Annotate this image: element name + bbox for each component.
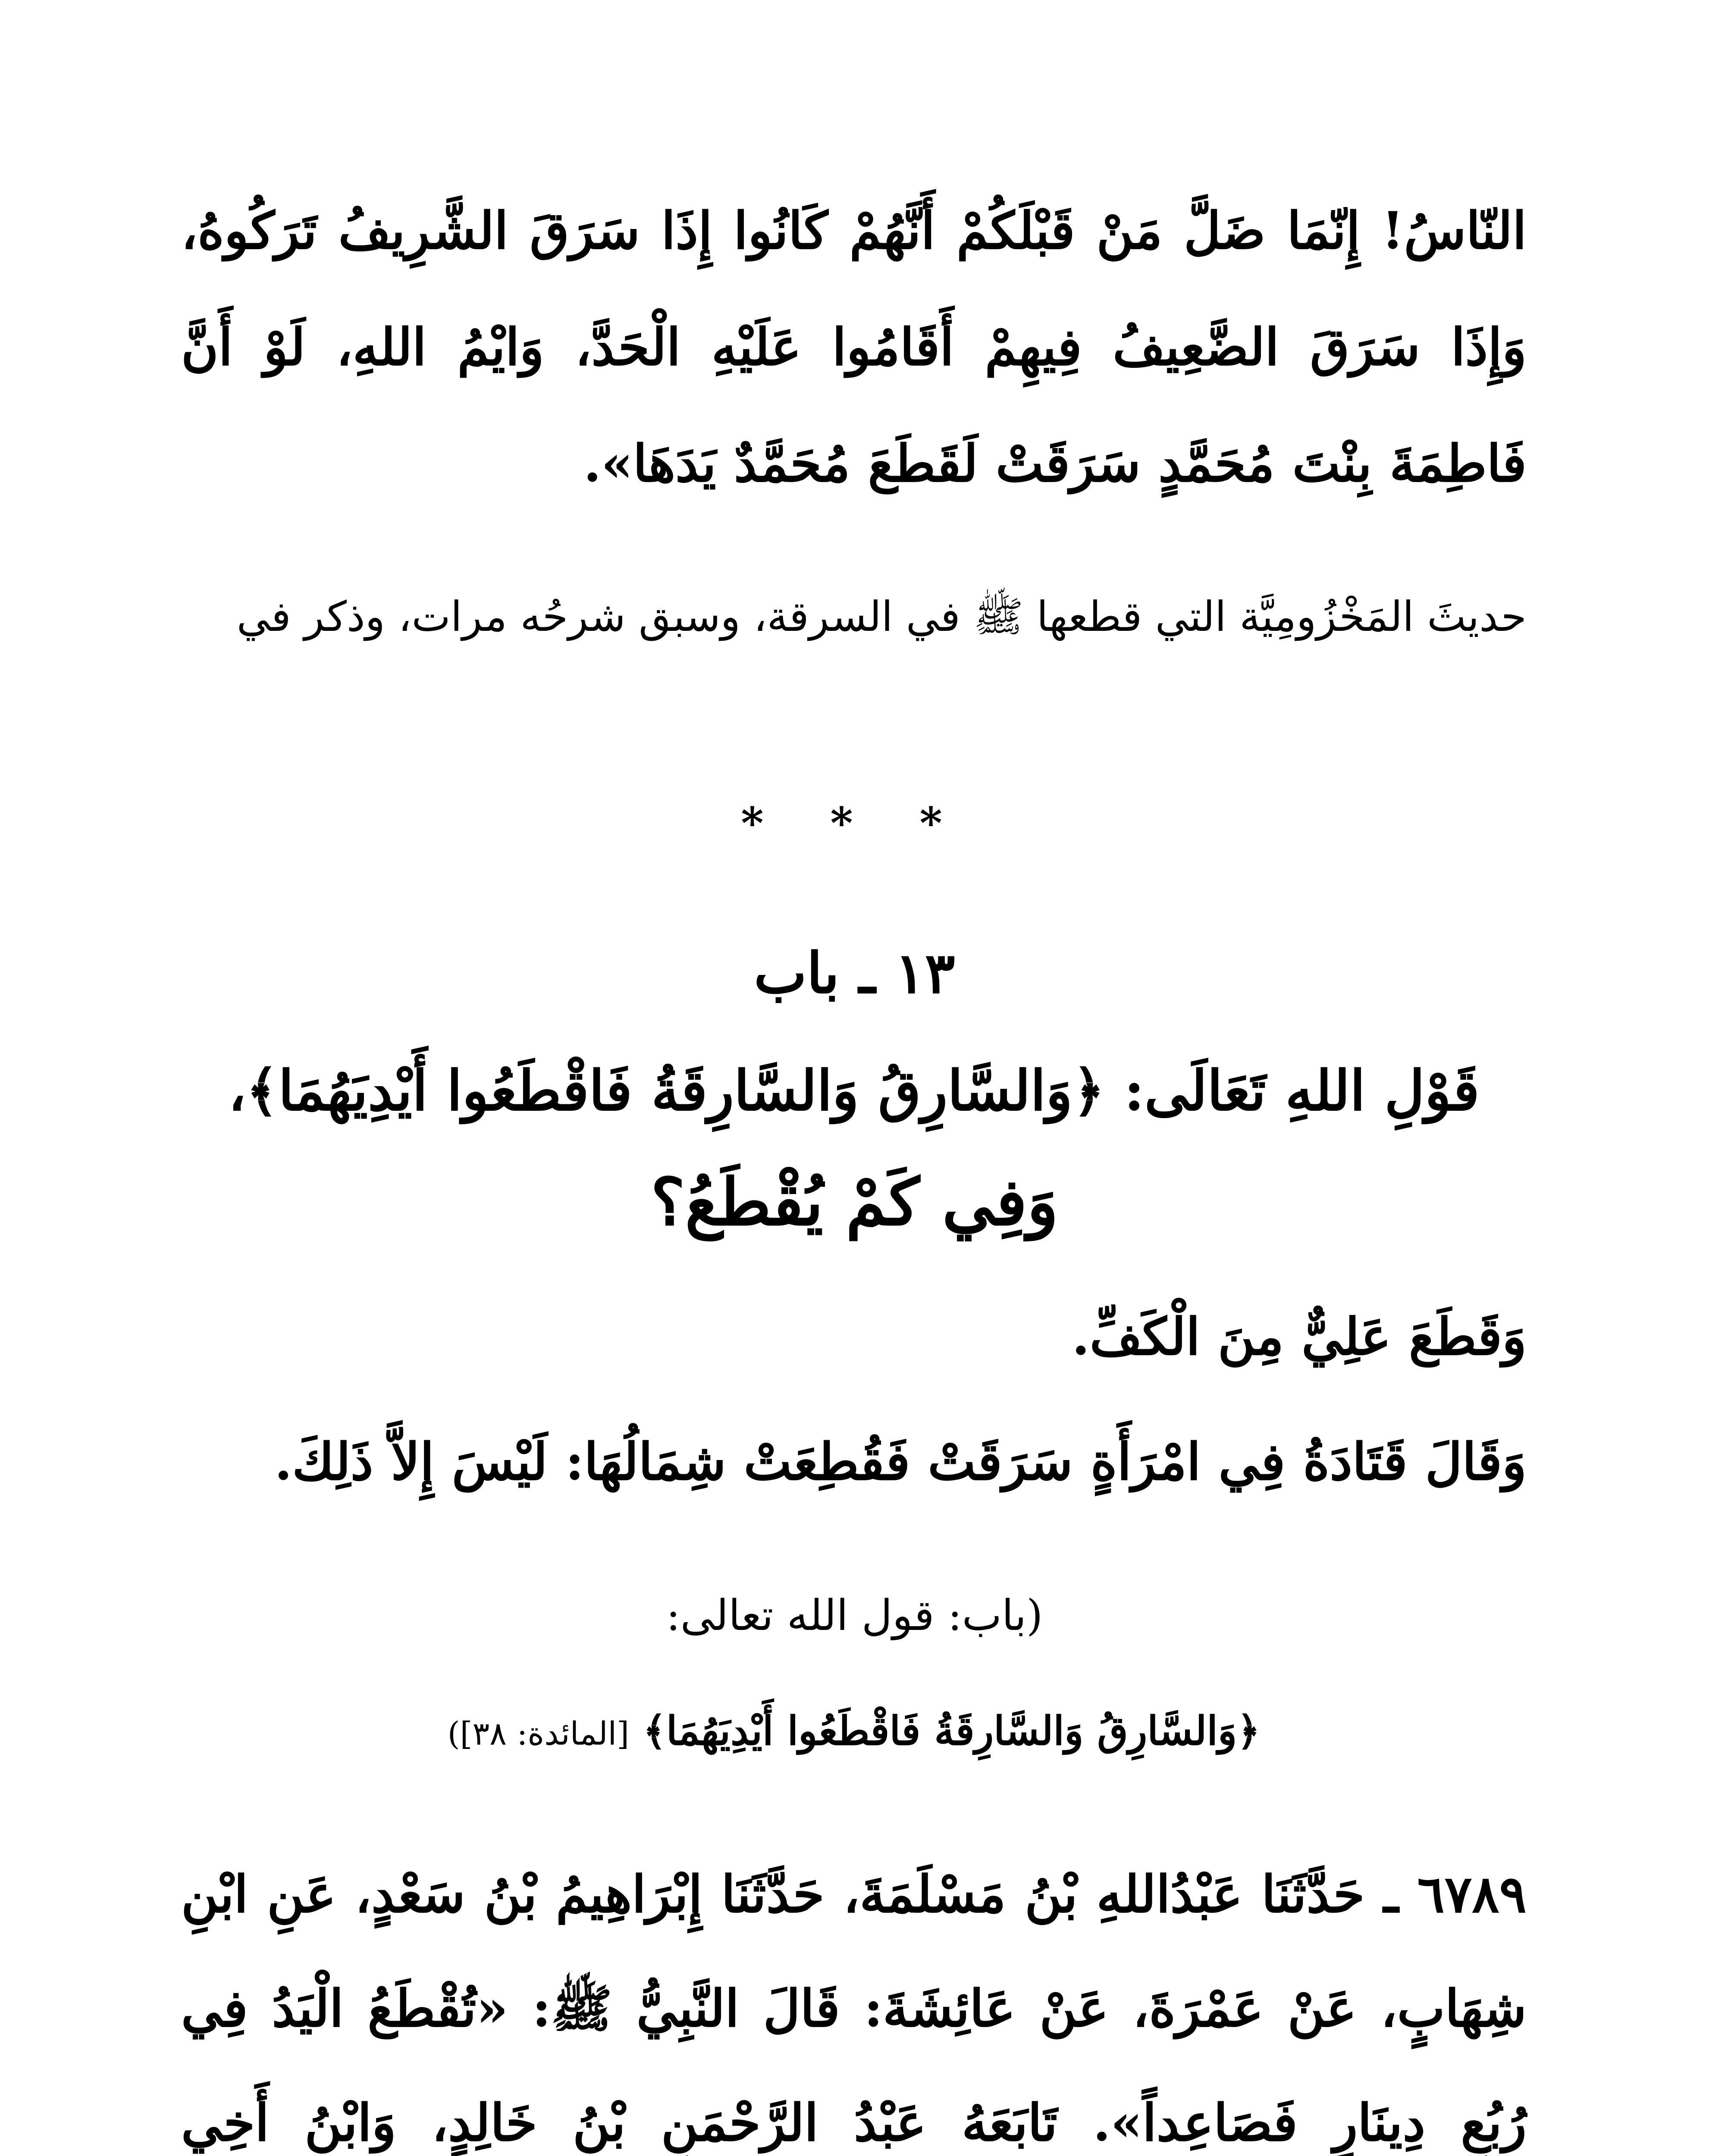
narration-line: وَقَالَ قَتَادَةُ فِي امْرَأَةٍ سَرَقَتْ فَقُطِعَتْ شِمَالُهَا: لَيْسَ إِلاَّ ذَلِكَ. [274,1432,1527,1492]
chapter-subtitle: وَفِي كَمْ يُقْطَعُ؟ [651,1164,1058,1240]
commentary-heading: (باب: قول الله تعالى: [666,1591,1043,1640]
intro-paragraph: النّاسُ! إِنّمَا ضَلَّ مَنْ قَبْلَكُمْ أَنَّهُمْ كَانُوا إِذَا سَرَقَ الشَّرِيفُ تَرَكُوهُ، وَإِذَا سَرَقَ الضَّعِيفُ فِيهِمْ أَقَامُوا عَلَيْهِ الْحَدَّ، وَايْمُ اللهِ، لَوْ أَنَّ فَاطِمَةَ بِنْتَ مُحَمَّدٍ سَرَقَتْ لَقَطَعَ مُحَمَّدٌ يَدَهَا». [181,201,1527,493]
chapter-title: قَوْلِ اللهِ تَعَالَى: ﴿وَالسَّارِقُ وَالسَّارِقَةُ فَاقْطَعُوا أَيْدِيَهُمَا﴾، [228,1059,1480,1123]
narration-line: وَقَطَعَ عَلِيٌّ مِنَ الْكَفِّ. [1072,1307,1527,1366]
section-separator: * * * [741,798,968,849]
verse-text: ﴿وَالسَّارِقُ وَالسَّارِقَةُ فَاقْطَعُوا أَيْدِيَهُمَا﴾ [643,1708,1261,1754]
commentary-verse [181,1708,1527,1754]
chapter-number: ١٣ ـ باب [754,940,955,1006]
hadith-paragraph: ٦٧٨٩ ـ حَدَّثَنَا عَبْدُاللهِ بْنُ مَسْلَمَةَ، حَدَّثَنَا إِبْرَاهِيمُ بْنُ سَعْدٍ، عَنِ ابْنِ شِهَابٍ، عَنْ عَمْرَةَ، عَنْ عَائِشَةَ: قَالَ النَّبِيُّ ﷺ: «تُقْطَعُ الْيَدُ فِي رُبُعِ دِينَارٍ فَصَاعِداً». تَابَعَهُ عَبْدُ الرَّحْمَنِ بْنُ خَالِدٍ، وَابْنُ أَخِي [181,1864,1527,2153]
verse-reference: [المائدة: ٣٨]) [447,1715,629,1752]
commentary-paragraph: حديثَ المَخْزُومِيَّة التي قطعها ﷺ في السرقة، وسبق شرحُه مرات، وذكر في [236,592,1527,641]
